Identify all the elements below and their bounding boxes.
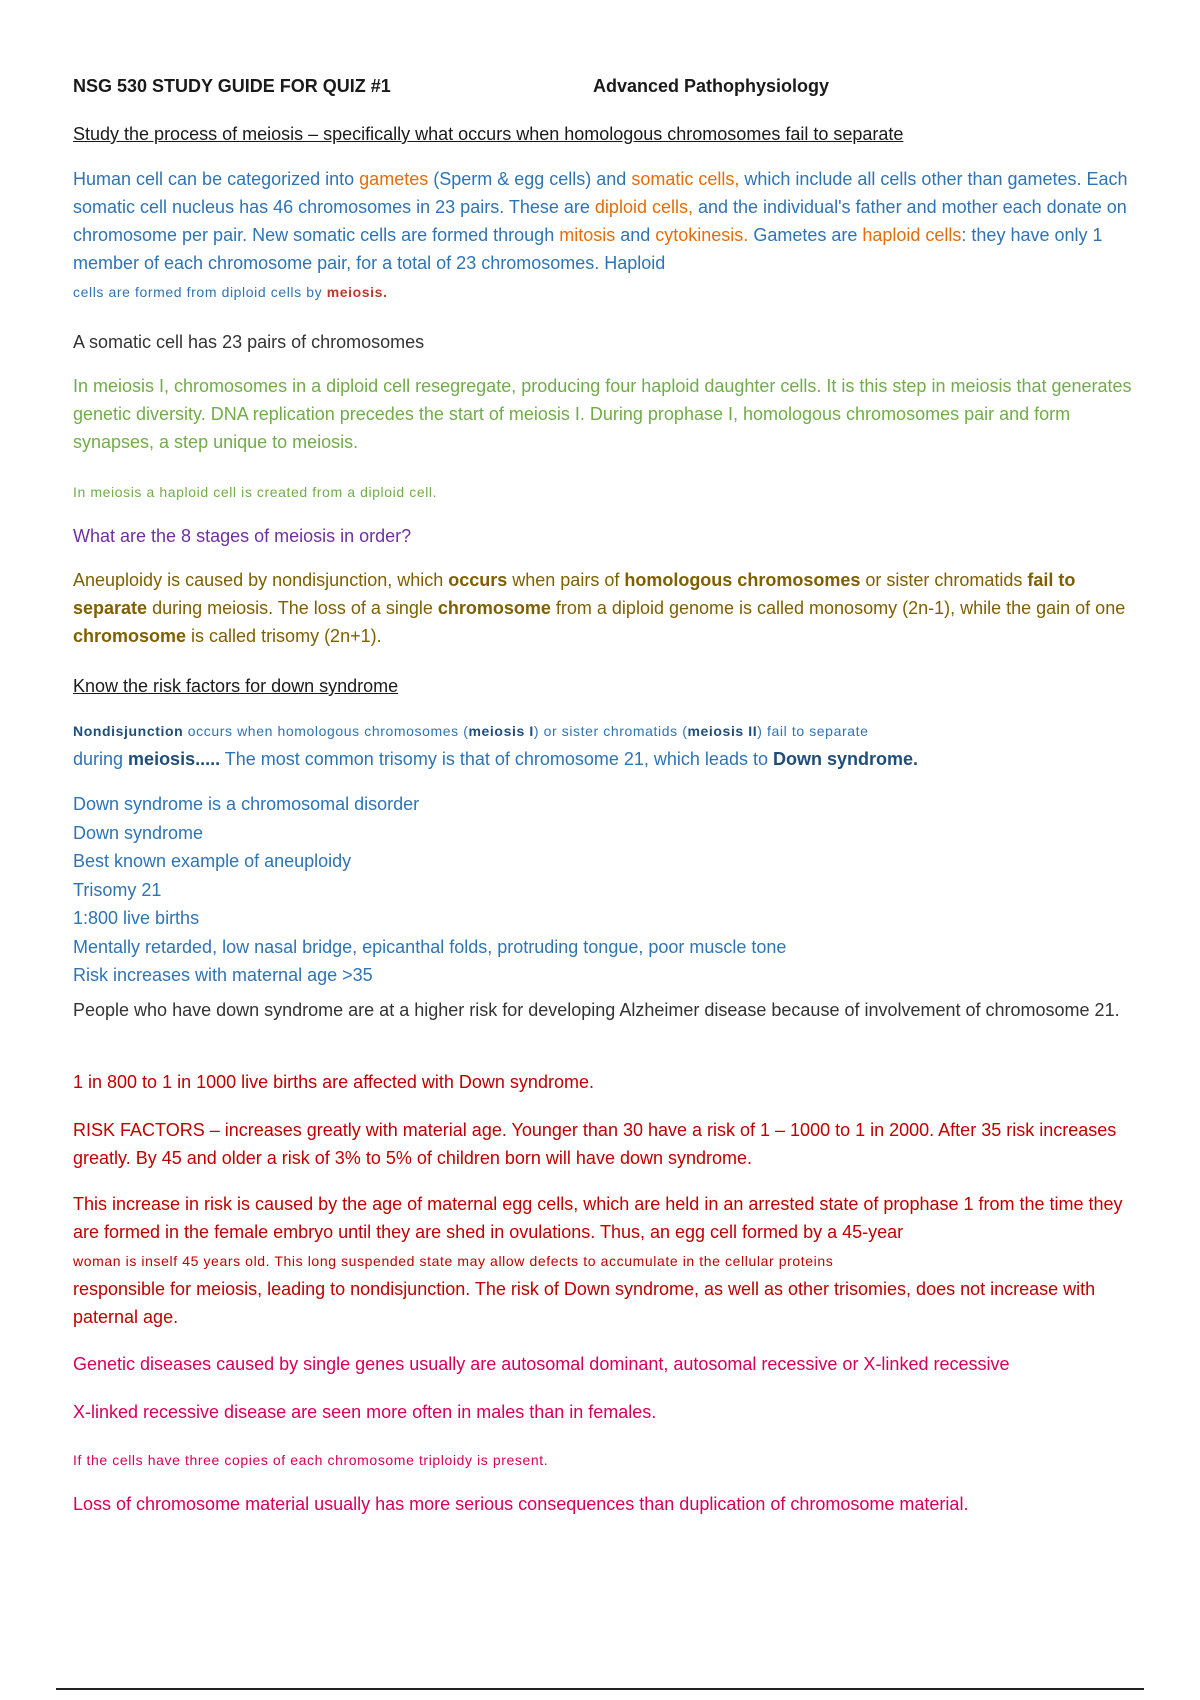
list-item: Risk increases with maternal age >35 (73, 965, 373, 985)
list-item: Mentally retarded, low nasal bridge, epicanthal folds, protruding tongue, poor muscle tone (73, 936, 787, 957)
alzheimer-paragraph: People who have down syndrome are at a higher risk for developing Alzheimer disease because of involvement of chromosome 21. (73, 1000, 1120, 1020)
list-item: Best known example of aneuploidy (73, 851, 352, 871)
list-item: Down syndrome (73, 822, 204, 843)
stages-question: What are the 8 stages of meiosis in order? (73, 526, 412, 546)
chromosome-loss-line: Loss of chromosome material usually has more serious consequences than duplication of chromosome material. (73, 1494, 969, 1514)
nondisjunction-paragraph: Nondisjunction occurs when homologous chromosomes (meiosis I) or sister chromatids (meiosis II) fail to separate during meiosis..... The most common trisomy is that of chromosome 21, which leads to Down syndrome. (73, 723, 919, 769)
triploidy-line: If the cells have three copies of each chromosome triploidy is present. (73, 1452, 549, 1468)
haploid-line: In meiosis a haploid cell is created from a diploid cell. (73, 484, 438, 500)
egg-cell-paragraph: This increase in risk is caused by the age of maternal egg cells, which are held in an arrested state of prophase 1 from the time they are formed in the female embryo until they are shed in ovulations. Thus, an egg cell formed by a 45-year woman is inself 45 years old. This long suspended state may allow defects to accumulate in the cellular proteins responsible for meiosis, leading to nondisjunction. The risk of Down syndrome, as well as other trisomies, does not increase with paternal age. (73, 1194, 1123, 1327)
course-subject: Advanced Pathophysiology (593, 76, 830, 96)
meiosis-heading: Study the process of meiosis – specifically what occurs when homologous chromosomes fail to separate (73, 124, 904, 144)
down-syndrome-list (73, 790, 1153, 990)
list-item: Down syndrome is a chromosomal disorder (73, 794, 420, 814)
x-linked-line: X-linked recessive disease are seen more often in males than in females. (73, 1402, 657, 1422)
list-item: 1:800 live births (73, 908, 200, 928)
list-item: Trisomy 21 (73, 879, 162, 900)
genetic-diseases-line: Genetic diseases caused by single genes usually are autosomal dominant, autosomal recessive or X-linked recessive (73, 1354, 1010, 1374)
risk-factors-paragraph: RISK FACTORS – increases greatly with material age. Younger than 30 have a risk of 1 – 1000 to 1 in 2000. After 35 risk increases greatly. By 45 and older a risk of 3% to 5% of children born will have down syndrome. (73, 1120, 1117, 1168)
aneuploidy-paragraph: Aneuploidy is caused by nondisjunction, which occurs when pairs of homologous chromosomes or sister chromatids fail to separate during meiosis. The loss of a single chromosome from a diploid genome is called monosomy (2n-1), while the gain of one chromosome is called trisomy (2n+1). (73, 570, 1126, 646)
cells-paragraph: Human cell can be categorized into gametes (Sperm & egg cells) and somatic cells, which include all cells other than gametes. Each somatic cell nucleus has 46 chromosomes in 23 pairs. These are diploid cells, and the individual's father and mother each donate on chromosome per pair. New somatic cells are formed through mitosis and cytokinesis. Gametes are haploid cells: they have only 1 member of each chromosome pair, for a total of 23 chromosomes. Haploid cells are formed from diploid cells by meiosis. (73, 169, 1128, 300)
page-header (73, 76, 1133, 97)
risk-heading: Know the risk factors for down syndrome (73, 676, 399, 696)
course-title: NSG 530 STUDY GUIDE FOR QUIZ #1 (73, 76, 391, 96)
footer-divider (56, 1688, 1144, 1690)
somatic-cell-line: A somatic cell has 23 pairs of chromosomes (73, 332, 425, 352)
meiosis-one-paragraph: In meiosis I, chromosomes in a diploid cell resegregate, producing four haploid daughter cells. It is this step in meiosis that generates genetic diversity. DNA replication precedes the start of meiosis I. During prophase I, homologous chromosomes pair and form synapses, a step unique to meiosis. (73, 376, 1132, 452)
births-line: 1 in 800 to 1 in 1000 live births are affected with Down syndrome. (73, 1072, 594, 1092)
